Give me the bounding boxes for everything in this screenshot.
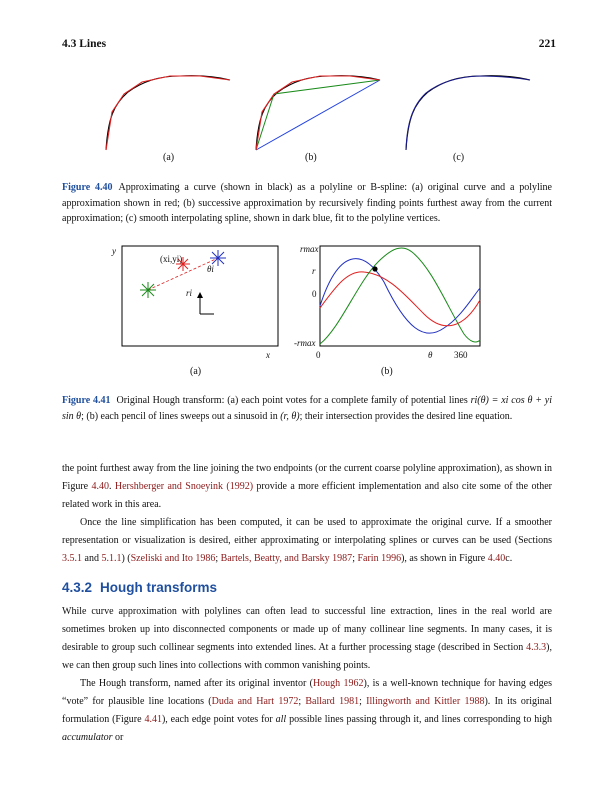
citation-link[interactable]: Hershberger and Snoeyink (1992) xyxy=(114,481,254,492)
intersection-point xyxy=(372,266,377,271)
section-link[interactable]: 5.1.1 xyxy=(101,553,122,564)
r-label: ri xyxy=(186,288,193,298)
paragraph: While curve approximation with polylines can often lead to successful line extraction, lines in the real world are sometimes broken up into disconnected components or made up of many collinear line segments. In many cases, it is desirable to group such collinear segments into extended lines. At a further processing stage (described in Section 4.3.3), we can then group such lines into collections with common vanishing points. xyxy=(62,606,552,671)
r-axis-label: r xyxy=(312,266,316,276)
x-zero-label: 0 xyxy=(316,350,321,360)
paragraph: the point furthest away from the line joining the two endpoints (or the current coarse polyline approximation), as shown in Figure 4.40. Hershberger and Snoeyink (1992) provide a more efficient implementation and also cite some of the other related work in this area. xyxy=(62,463,553,510)
citation-link[interactable]: Ballard 1981 xyxy=(305,696,360,707)
paragraph: Once the line simplification has been computed, it can be used to approximate the original curve. If a smoother representation or visualization is desired, either approximating or interpolating splines or curves can be used (Sections 3.5.1 and 5.1.1) (Szeliski and Ito 1986; Bartels, Beatty, and Barsky 1987; Farin 1996), as shown in Figure 4.40c. xyxy=(62,517,552,564)
neg-r-max-label: -rmax xyxy=(294,338,316,348)
body-paragraphs-top xyxy=(62,460,552,568)
zero-label: 0 xyxy=(312,289,317,299)
x-axis-label: x xyxy=(266,350,270,360)
fig441-label-a: (a) xyxy=(190,366,202,377)
sinusoid-blue xyxy=(320,259,480,333)
original-curve xyxy=(106,76,230,150)
fig440-label-a: (a) xyxy=(163,152,175,163)
section-link[interactable]: 4.3.3 xyxy=(526,642,547,653)
citation-link[interactable]: Hough 1962 xyxy=(312,678,364,689)
fig440-label-b: (b) xyxy=(305,152,317,163)
citation-link[interactable]: Farin 1996 xyxy=(357,553,402,564)
section-heading xyxy=(62,580,225,595)
section-number: 4.3.2 xyxy=(62,580,93,595)
point-label: (xi,yi) xyxy=(160,254,183,264)
running-header-section: 4.3 Lines xyxy=(62,38,107,50)
figure-4-40-panel-c xyxy=(406,76,530,150)
x-max-label: 360 xyxy=(454,350,468,360)
figure-4-41-panel-a xyxy=(110,242,280,362)
original-curve xyxy=(256,76,380,150)
green-point-star xyxy=(140,282,156,298)
citation-link[interactable]: Szeliski and Ito 1986 xyxy=(130,553,216,564)
body-paragraphs-bottom xyxy=(62,603,552,747)
figure-4-40-panel-b xyxy=(256,76,380,150)
interpolating-spline xyxy=(406,76,530,150)
figure-4-41-caption xyxy=(62,393,552,424)
caption-text: ; their intersection provides the desired line equation. xyxy=(299,410,513,422)
figure-4-40 xyxy=(100,68,540,156)
figure-label: Figure 4.41 xyxy=(62,395,111,406)
theta-axis-label: θ xyxy=(428,350,433,360)
y-axis-label: y xyxy=(112,246,116,256)
section-title: Hough transforms xyxy=(100,580,218,595)
caption-math: ri(θ) = xi cos θ + yi sin θ xyxy=(62,395,552,422)
fig441-label-b: (b) xyxy=(381,366,393,377)
section-link[interactable]: 3.5.1 xyxy=(62,553,82,564)
r-max-label: rmax xyxy=(300,244,319,254)
emphasis: all xyxy=(275,714,287,725)
caption-text: ; (b) each pencil of lines sweeps out a sinusoid in xyxy=(81,410,278,422)
figure-link[interactable]: 4.40 xyxy=(91,481,109,492)
paragraph: The Hough transform, named after its original inventor (Hough 1962), is a well-known technique for having edges “vote” for plausible line locations (Duda and Hart 1972; Ballard 1981; Illingworth and Kittler 1988). In its original formulation (Figure 4.41), each edge point votes for all possible lines passing through it, and lines corresponding to high accumulator or xyxy=(62,678,552,743)
theta-label: θi xyxy=(207,264,214,274)
figure-4-40-caption xyxy=(62,180,552,227)
figure-link[interactable]: 4.41 xyxy=(144,714,162,725)
figure-4-41-panel-b xyxy=(288,242,494,364)
caption-text: Approximating a curve (shown in black) as a polyline or B-spline: (a) original curve and a polyline approximation shown in red; (b) successive approximation by recursively finding points furthest away from the current approximation; (c) smooth interpolating spline, shown in dark blue, fit to the polyline vertices. xyxy=(62,182,552,224)
figure-label: Figure 4.40 xyxy=(62,182,113,193)
chord-blue xyxy=(256,80,380,150)
citation-link[interactable]: Bartels, Beatty, and Barsky 1987 xyxy=(220,553,353,564)
caption-text: Original Hough transform: (a) each point votes for a complete family of potential lines xyxy=(116,395,468,406)
caption-math: (r, θ) xyxy=(280,410,300,422)
emphasis: accumulator xyxy=(62,732,113,743)
original-curve xyxy=(406,76,530,150)
figure-4-40-panel-a xyxy=(106,76,230,150)
polyline-approximation xyxy=(106,76,230,150)
citation-link[interactable]: Duda and Hart 1972 xyxy=(211,696,299,707)
figure-link[interactable]: 4.40 xyxy=(487,553,506,564)
page-number: 221 xyxy=(538,38,556,50)
citation-link[interactable]: Illingworth and Kittler 1988 xyxy=(366,696,485,707)
fig440-label-c: (c) xyxy=(453,152,465,163)
polyline-approximation xyxy=(256,76,380,150)
